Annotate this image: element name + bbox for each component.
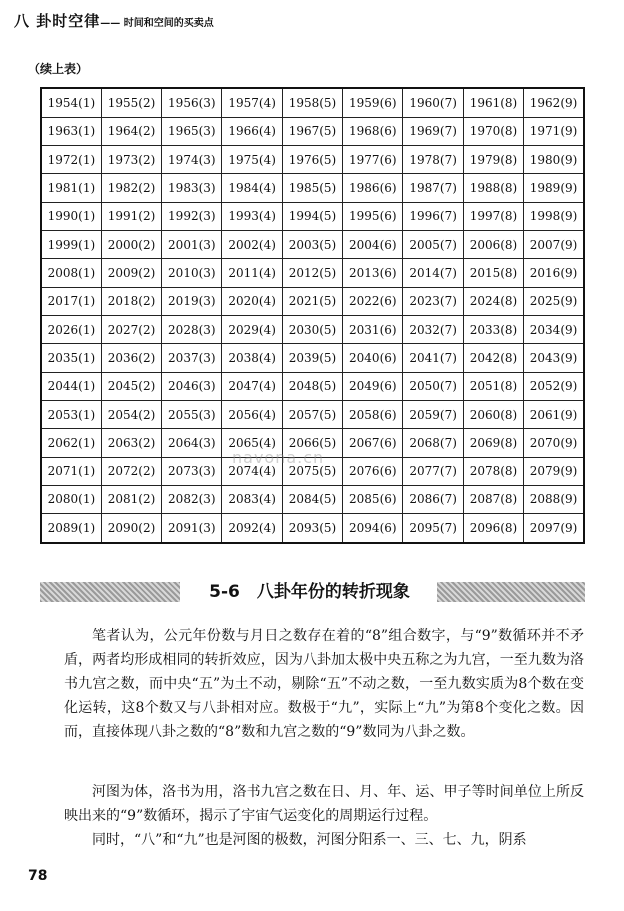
table-row bbox=[41, 174, 584, 202]
table-cell: 2079(9) bbox=[524, 457, 584, 485]
table-cell: 2046(3) bbox=[162, 372, 222, 400]
table-cell: 2003(5) bbox=[282, 231, 342, 259]
paragraph-text: 同时，“八”和“九”也是河图的极数，河图分阳系一、三、七、九，阴系 bbox=[92, 832, 527, 848]
table-cell: 1975(4) bbox=[222, 146, 282, 174]
table-cell: 1989(9) bbox=[524, 174, 584, 202]
table-cell: 2053(1) bbox=[41, 400, 101, 428]
table-cell: 2086(7) bbox=[403, 485, 463, 513]
table-cell: 2045(2) bbox=[101, 372, 161, 400]
table-cell: 2078(8) bbox=[463, 457, 523, 485]
table-cell: 2042(8) bbox=[463, 344, 523, 372]
table-cell: 1995(6) bbox=[343, 202, 403, 230]
table-cell: 2031(6) bbox=[343, 315, 403, 343]
table-cell: 2070(9) bbox=[524, 429, 584, 457]
section-title: 5-6 八卦年份的转折现象 bbox=[209, 582, 410, 602]
table-cell: 2033(8) bbox=[463, 315, 523, 343]
table-cell: 1997(8) bbox=[463, 202, 523, 230]
table-cell: 1959(6) bbox=[343, 88, 403, 117]
table-cell: 2073(3) bbox=[162, 457, 222, 485]
table-cell: 2085(6) bbox=[343, 485, 403, 513]
table-cell: 2025(9) bbox=[524, 287, 584, 315]
table-cell: 1963(1) bbox=[41, 117, 101, 145]
table-cell: 2094(6) bbox=[343, 514, 403, 543]
table-cell: 2082(3) bbox=[162, 485, 222, 513]
table-cell: 2040(6) bbox=[343, 344, 403, 372]
table-cell: 2055(3) bbox=[162, 400, 222, 428]
table-cell: 2013(6) bbox=[343, 259, 403, 287]
table-cell: 2022(6) bbox=[343, 287, 403, 315]
table-cell: 2063(2) bbox=[101, 429, 161, 457]
table-cell: 2060(8) bbox=[463, 400, 523, 428]
table-cell: 2084(5) bbox=[282, 485, 342, 513]
table-cell: 2010(3) bbox=[162, 259, 222, 287]
section-bar-left bbox=[40, 582, 180, 602]
body-paragraph-3 bbox=[64, 828, 584, 852]
table-cell: 2016(9) bbox=[524, 259, 584, 287]
table-cell: 2083(4) bbox=[222, 485, 282, 513]
table-cell: 2048(5) bbox=[282, 372, 342, 400]
table-cell: 1954(1) bbox=[41, 88, 101, 117]
table-cell: 1985(5) bbox=[282, 174, 342, 202]
table-cell: 1986(6) bbox=[343, 174, 403, 202]
year-table-body bbox=[41, 88, 584, 543]
table-row bbox=[41, 372, 584, 400]
table-cell: 2021(5) bbox=[282, 287, 342, 315]
table-cell: 2014(7) bbox=[403, 259, 463, 287]
table-cell: 2037(3) bbox=[162, 344, 222, 372]
table-cell: 2032(7) bbox=[403, 315, 463, 343]
table-cell: 1977(6) bbox=[343, 146, 403, 174]
table-cell: 1973(2) bbox=[101, 146, 161, 174]
table-cell: 1972(1) bbox=[41, 146, 101, 174]
table-cell: 2004(6) bbox=[343, 231, 403, 259]
table-cell: 2028(3) bbox=[162, 315, 222, 343]
table-cell: 1998(9) bbox=[524, 202, 584, 230]
table-cell: 2062(1) bbox=[41, 429, 101, 457]
table-cell: 2081(2) bbox=[101, 485, 161, 513]
table-cell: 1957(4) bbox=[222, 88, 282, 117]
table-row bbox=[41, 88, 584, 117]
table-cell: 2071(1) bbox=[41, 457, 101, 485]
table-cell: 2072(2) bbox=[101, 457, 161, 485]
paragraph-text: 笔者认为，公元年份数与月日之数存在着的“8”组合数字，与“9”数循环并不矛盾，两者均形成相同的转折效应，因为八卦加太极中央五称之为九宫，一至九数为洛书九宫之数，而中央“五”为土不动，剔除“五”不动之数，一至九数实质为8个数在变化运转，这8个数又与八卦相对应。数极于“九”，实际上“九”为第8个变化之数。因而，直接体现八卦之数的“8”数和九宫之数的“9”数同为八卦之数。 bbox=[64, 628, 584, 740]
table-row bbox=[41, 315, 584, 343]
table-cell: 1976(5) bbox=[282, 146, 342, 174]
table-cell: 1987(7) bbox=[403, 174, 463, 202]
table-cell: 1993(4) bbox=[222, 202, 282, 230]
table-cell: 2092(4) bbox=[222, 514, 282, 543]
table-cell: 2058(6) bbox=[343, 400, 403, 428]
table-cell: 2002(4) bbox=[222, 231, 282, 259]
table-cell: 2038(4) bbox=[222, 344, 282, 372]
table-cell: 2067(6) bbox=[343, 429, 403, 457]
table-cell: 2088(9) bbox=[524, 485, 584, 513]
table-cell: 2009(2) bbox=[101, 259, 161, 287]
table-cell: 2097(9) bbox=[524, 514, 584, 543]
table-row bbox=[41, 259, 584, 287]
table-cell: 2027(2) bbox=[101, 315, 161, 343]
table-cell: 2056(4) bbox=[222, 400, 282, 428]
section-heading bbox=[40, 574, 585, 610]
table-cell: 1965(3) bbox=[162, 117, 222, 145]
table-cell: 2054(2) bbox=[101, 400, 161, 428]
table-cell: 1981(1) bbox=[41, 174, 101, 202]
table-cell: 2093(5) bbox=[282, 514, 342, 543]
table-cell: 2029(4) bbox=[222, 315, 282, 343]
table-cell: 2020(4) bbox=[222, 287, 282, 315]
table-cell: 2012(5) bbox=[282, 259, 342, 287]
table-cell: 2061(9) bbox=[524, 400, 584, 428]
header-subtitle: —— 时间和空间的买卖点 bbox=[100, 18, 214, 29]
table-cell: 1980(9) bbox=[524, 146, 584, 174]
table-cell: 1955(2) bbox=[101, 88, 161, 117]
table-cell: 2057(5) bbox=[282, 400, 342, 428]
table-cell: 1983(3) bbox=[162, 174, 222, 202]
year-cycle-table bbox=[40, 87, 585, 544]
table-cell: 1966(4) bbox=[222, 117, 282, 145]
body-paragraph-1 bbox=[64, 624, 584, 744]
table-cell: 2089(1) bbox=[41, 514, 101, 543]
table-cell: 2036(2) bbox=[101, 344, 161, 372]
table-cell: 2050(7) bbox=[403, 372, 463, 400]
table-cell: 1978(7) bbox=[403, 146, 463, 174]
table-cell: 1958(5) bbox=[282, 88, 342, 117]
table-cell: 1974(3) bbox=[162, 146, 222, 174]
table-cell: 1970(8) bbox=[463, 117, 523, 145]
table-cell: 1969(7) bbox=[403, 117, 463, 145]
table-row bbox=[41, 485, 584, 513]
table-cell: 2024(8) bbox=[463, 287, 523, 315]
table-cell: 2001(3) bbox=[162, 231, 222, 259]
table-row bbox=[41, 287, 584, 315]
table-cell: 2096(8) bbox=[463, 514, 523, 543]
table-row bbox=[41, 400, 584, 428]
table-cell: 2077(7) bbox=[403, 457, 463, 485]
table-cell: 2047(4) bbox=[222, 372, 282, 400]
table-cell: 2035(1) bbox=[41, 344, 101, 372]
table-cell: 2006(8) bbox=[463, 231, 523, 259]
table-cell: 2007(9) bbox=[524, 231, 584, 259]
table-cell: 2005(7) bbox=[403, 231, 463, 259]
table-row bbox=[41, 514, 584, 543]
table-cell: 2066(5) bbox=[282, 429, 342, 457]
body-paragraph-2 bbox=[64, 780, 584, 828]
table-cell: 2030(5) bbox=[282, 315, 342, 343]
table-cell: 2090(2) bbox=[101, 514, 161, 543]
table-cell: 1968(6) bbox=[343, 117, 403, 145]
table-cell: 2000(2) bbox=[101, 231, 161, 259]
table-cell: 2015(8) bbox=[463, 259, 523, 287]
table-row bbox=[41, 202, 584, 230]
table-cell: 1964(2) bbox=[101, 117, 161, 145]
section-bar-right bbox=[437, 582, 585, 602]
table-cell: 1991(2) bbox=[101, 202, 161, 230]
table-cell: 2011(4) bbox=[222, 259, 282, 287]
table-cell: 2075(5) bbox=[282, 457, 342, 485]
table-cell: 2044(1) bbox=[41, 372, 101, 400]
table-cell: 1961(8) bbox=[463, 88, 523, 117]
table-row bbox=[41, 344, 584, 372]
paragraph-text: 河图为体，洛书为用，洛书九宫之数在日、月、年、运、甲子等时间单位上所反映出来的“9”数循环，揭示了宇宙气运变化的周期运行过程。 bbox=[64, 784, 584, 824]
table-cell: 1996(7) bbox=[403, 202, 463, 230]
table-cell: 1956(3) bbox=[162, 88, 222, 117]
table-cell: 2008(1) bbox=[41, 259, 101, 287]
table-cell: 1984(4) bbox=[222, 174, 282, 202]
table-cell: 2087(8) bbox=[463, 485, 523, 513]
table-cell: 2017(1) bbox=[41, 287, 101, 315]
table-cell: 2039(5) bbox=[282, 344, 342, 372]
table-cell: 2065(4) bbox=[222, 429, 282, 457]
page-number: 78 bbox=[28, 868, 48, 884]
table-cell: 1971(9) bbox=[524, 117, 584, 145]
table-cell: 2080(1) bbox=[41, 485, 101, 513]
table-cell: 2023(7) bbox=[403, 287, 463, 315]
watermark: navona.cn bbox=[232, 448, 325, 467]
table-cell: 1967(5) bbox=[282, 117, 342, 145]
table-cell: 1960(7) bbox=[403, 88, 463, 117]
table-cell: 2052(9) bbox=[524, 372, 584, 400]
table-cell: 2074(4) bbox=[222, 457, 282, 485]
table-cell: 2091(3) bbox=[162, 514, 222, 543]
header-title: 八 卦时空律 bbox=[14, 12, 101, 30]
table-cell: 1962(9) bbox=[524, 88, 584, 117]
running-header bbox=[14, 10, 604, 31]
table-row bbox=[41, 146, 584, 174]
table-cell: 2095(7) bbox=[403, 514, 463, 543]
table-cell: 2026(1) bbox=[41, 315, 101, 343]
table-cell: 1988(8) bbox=[463, 174, 523, 202]
table-cell: 1994(5) bbox=[282, 202, 342, 230]
table-cell: 2018(2) bbox=[101, 287, 161, 315]
table-cell: 2068(7) bbox=[403, 429, 463, 457]
table-cell: 2049(6) bbox=[343, 372, 403, 400]
table-cell: 2019(3) bbox=[162, 287, 222, 315]
table-cell: 1999(1) bbox=[41, 231, 101, 259]
table-cell: 2051(8) bbox=[463, 372, 523, 400]
table-cell: 1992(3) bbox=[162, 202, 222, 230]
table-cell: 2076(6) bbox=[343, 457, 403, 485]
continued-label: （续上表） bbox=[28, 62, 89, 76]
table-cell: 2064(3) bbox=[162, 429, 222, 457]
table-cell: 2059(7) bbox=[403, 400, 463, 428]
table-cell: 2034(9) bbox=[524, 315, 584, 343]
table-cell: 2069(8) bbox=[463, 429, 523, 457]
table-cell: 1990(1) bbox=[41, 202, 101, 230]
table-cell: 2043(9) bbox=[524, 344, 584, 372]
table-cell: 2041(7) bbox=[403, 344, 463, 372]
table-row bbox=[41, 231, 584, 259]
table-row bbox=[41, 117, 584, 145]
table-cell: 1982(2) bbox=[101, 174, 161, 202]
table-cell: 1979(8) bbox=[463, 146, 523, 174]
